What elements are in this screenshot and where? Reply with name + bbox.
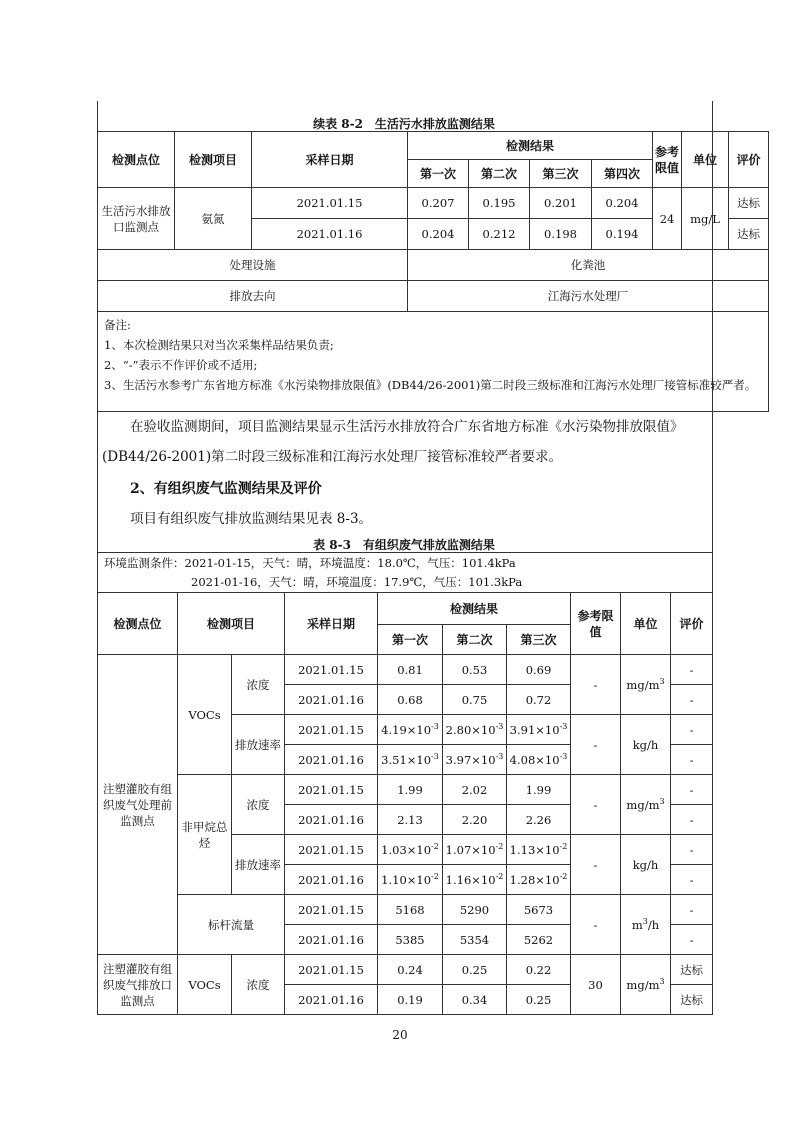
value-cell: 0.22 bbox=[507, 955, 571, 985]
hdr-run-4: 第四次 bbox=[592, 160, 653, 188]
value-cell: 0.198 bbox=[530, 219, 592, 250]
unit-text: mg/m bbox=[626, 677, 660, 692]
eval-cell: - bbox=[671, 805, 713, 835]
conc-label: 浓度 bbox=[232, 775, 285, 835]
sci-value-cell: $4.08\times 10^{-3}$ bbox=[507, 745, 571, 775]
date-cell: 2021.01.16 bbox=[285, 685, 378, 715]
point-cell: 生活污水排放口监测点 bbox=[98, 188, 175, 250]
unit-cell: $mg/m^3$ bbox=[621, 955, 671, 1015]
eval-cell: 达标 bbox=[729, 188, 769, 219]
value-cell: 0.34 bbox=[443, 985, 507, 1015]
sci-value-cell: $1.16\times 10^{-2}$ bbox=[443, 865, 507, 895]
date-cell: 2021.01.15 bbox=[285, 835, 378, 865]
eval-cell: - bbox=[671, 835, 713, 865]
hdr-item: 检测项目 bbox=[175, 132, 252, 188]
value-cell: 0.207 bbox=[408, 188, 469, 219]
eval-cell: 达标 bbox=[671, 955, 713, 985]
date-cell: 2021.01.15 bbox=[285, 715, 378, 745]
hdr-eval: 评价 bbox=[671, 593, 713, 655]
limit-cell: - bbox=[571, 835, 621, 895]
note-line: 3、生活污水参考广东省地方标准《水污染物排放限值》(DB44/26-2001)第二时段三级标准和江海污水处理厂接管标准较严者。 bbox=[104, 378, 757, 392]
value-cell: 0.68 bbox=[378, 685, 443, 715]
date-cell: 2021.01.16 bbox=[285, 745, 378, 775]
note-line: 备注: bbox=[104, 318, 131, 332]
unit-cell: kg/h bbox=[621, 835, 671, 895]
sci-value-cell: $4.19\times 10^{-3}$ bbox=[378, 715, 443, 745]
hdr-run-3: 第三次 bbox=[530, 160, 592, 188]
value-cell: 2.26 bbox=[507, 805, 571, 835]
value-cell: 0.24 bbox=[378, 955, 443, 985]
eval-cell: 达标 bbox=[671, 985, 713, 1015]
value-cell: 5290 bbox=[443, 895, 507, 925]
value-cell: 5262 bbox=[507, 925, 571, 955]
eval-cell: - bbox=[671, 715, 713, 745]
env-line-1: 环境监测条件：2021-01-15，天气：晴，环境温度：18.0℃，气压：101.4kPa bbox=[98, 553, 713, 573]
eval-cell: - bbox=[671, 925, 713, 955]
sci-value-cell: $1.10\times 10^{-2}$ bbox=[378, 865, 443, 895]
value-cell: 5385 bbox=[378, 925, 443, 955]
hdr-result: 检测结果 bbox=[378, 593, 571, 625]
hdr-point: 检测点位 bbox=[98, 593, 178, 655]
value-cell: 2.02 bbox=[443, 775, 507, 805]
date-cell: 2021.01.16 bbox=[252, 219, 408, 250]
hdr-eval: 评价 bbox=[729, 132, 769, 188]
page-number: 20 bbox=[392, 1028, 408, 1042]
sci-value-cell: $2.80\times 10^{-3}$ bbox=[443, 715, 507, 745]
value-cell: 0.19 bbox=[378, 985, 443, 1015]
value-cell: 0.195 bbox=[469, 188, 530, 219]
unit-cell: kg/h bbox=[621, 715, 671, 775]
hdr-date: 采样日期 bbox=[285, 593, 378, 655]
value-cell: 0.204 bbox=[408, 219, 469, 250]
value-cell: 0.75 bbox=[443, 685, 507, 715]
value-cell: 1.99 bbox=[378, 775, 443, 805]
paragraph-2: 项目有组织废气排放监测结果见表 8-3。 bbox=[130, 511, 373, 527]
value-cell: 0.81 bbox=[378, 655, 443, 685]
value-cell: 0.72 bbox=[507, 685, 571, 715]
exhaust-table bbox=[97, 552, 713, 1015]
sci-value-cell: $3.97\times 10^{-3}$ bbox=[443, 745, 507, 775]
eval-cell: 达标 bbox=[729, 219, 769, 250]
value-cell: 0.204 bbox=[592, 188, 653, 219]
eval-cell: - bbox=[671, 775, 713, 805]
sci-value-cell: $1.07\times 10^{-2}$ bbox=[443, 835, 507, 865]
limit-cell: - bbox=[571, 895, 621, 955]
date-cell: 2021.01.15 bbox=[285, 895, 378, 925]
table1-caption: 续表 8-2 生活污水排放监测结果 bbox=[313, 117, 495, 131]
value-cell: 0.25 bbox=[507, 985, 571, 1015]
hdr-result: 检测结果 bbox=[408, 132, 653, 160]
conc-label: 浓度 bbox=[232, 955, 285, 1015]
value-cell: 0.25 bbox=[443, 955, 507, 985]
limit-cell: - bbox=[571, 715, 621, 775]
point-out-cell: 注塑灌胶有组织废气排放口监测点 bbox=[98, 955, 178, 1015]
table2-caption: 表 8-3 有组织废气排放监测结果 bbox=[313, 538, 495, 552]
unit-cell: $m^3/h$ bbox=[621, 895, 671, 955]
discharge-label: 排放去向 bbox=[98, 281, 408, 312]
section-heading: 2、有组织废气监测结果及评价 bbox=[130, 481, 322, 497]
point-pre-cell: 注塑灌胶有组织废气处理前监测点 bbox=[98, 655, 178, 955]
sci-value-cell: $3.51\times 10^{-3}$ bbox=[378, 745, 443, 775]
date-cell: 2021.01.15 bbox=[285, 775, 378, 805]
hdr-limit: 参考限值 bbox=[571, 593, 621, 655]
nmhc-item: 非甲烷总烃 bbox=[178, 775, 232, 895]
conc-label: 浓度 bbox=[232, 655, 285, 715]
unit-cell: $mg/m^3$ bbox=[621, 775, 671, 835]
voc-item: VOCs bbox=[178, 955, 232, 1015]
value-cell: 5673 bbox=[507, 895, 571, 925]
date-cell: 2021.01.15 bbox=[285, 655, 378, 685]
unit-cell bbox=[621, 655, 671, 715]
wastewater-table bbox=[97, 131, 769, 412]
value-cell: 0.194 bbox=[592, 219, 653, 250]
facility-value: 化粪池 bbox=[408, 250, 769, 281]
item-cell: 氨氮 bbox=[175, 188, 252, 250]
unit-sup: 3 bbox=[659, 676, 665, 686]
eval-cell: - bbox=[671, 865, 713, 895]
limit-cell: 30 bbox=[571, 955, 621, 1015]
facility-label: 处理设施 bbox=[98, 250, 408, 281]
eval-cell: - bbox=[671, 655, 713, 685]
sci-value-cell: $1.03\times 10^{-2}$ bbox=[378, 835, 443, 865]
hdr-run-1: 第一次 bbox=[408, 160, 469, 188]
date-cell: 2021.01.16 bbox=[285, 985, 378, 1015]
value-cell: 2.20 bbox=[443, 805, 507, 835]
voc-item: VOCs bbox=[178, 655, 232, 775]
value-cell: 0.201 bbox=[530, 188, 592, 219]
hdr-run-3: 第三次 bbox=[507, 625, 571, 655]
value-cell: 5168 bbox=[378, 895, 443, 925]
date-cell: 2021.01.16 bbox=[285, 805, 378, 835]
value-cell: 0.69 bbox=[507, 655, 571, 685]
sci-value-cell: $1.28\times 10^{-2}$ bbox=[507, 865, 571, 895]
note-line: 2、“-”表示不作评价或不适用; bbox=[104, 358, 258, 372]
paragraph-1: 在验收监测期间，项目监测结果显示生活污水排放符合广东省地方标准《水污染物排放限值》(DB44/26-2001)第二时段三级标准和江海污水处理厂接管标准较严者要求。 bbox=[102, 419, 684, 465]
hdr-run-2: 第二次 bbox=[443, 625, 507, 655]
env-line-2: 2021-01-16，天气：晴，环境温度：17.9℃，气压：101.3kPa bbox=[98, 573, 713, 593]
eval-cell: - bbox=[671, 745, 713, 775]
value-cell: 5354 bbox=[443, 925, 507, 955]
date-cell: 2021.01.16 bbox=[285, 925, 378, 955]
notes-cell bbox=[98, 312, 769, 412]
value-cell: 2.13 bbox=[378, 805, 443, 835]
hdr-point: 检测点位 bbox=[98, 132, 175, 188]
date-cell: 2021.01.16 bbox=[285, 865, 378, 895]
hdr-item: 检测项目 bbox=[178, 593, 285, 655]
value-cell: 0.53 bbox=[443, 655, 507, 685]
date-cell: 2021.01.15 bbox=[252, 188, 408, 219]
hdr-limit: 参考限值 bbox=[653, 132, 682, 188]
sci-value-cell: $3.91\times 10^{-3}$ bbox=[507, 715, 571, 745]
hdr-run-2: 第二次 bbox=[469, 160, 530, 188]
date-cell: 2021.01.15 bbox=[285, 955, 378, 985]
hdr-date: 采样日期 bbox=[252, 132, 408, 188]
note-line: 1、本次检测结果只对当次采集样品结果负责; bbox=[104, 338, 334, 352]
unit-cell: mg/L bbox=[682, 188, 729, 250]
rate-label: 排放速率 bbox=[232, 835, 285, 895]
eval-cell: - bbox=[671, 685, 713, 715]
flow-label: 标杆流量 bbox=[178, 895, 285, 955]
value-cell: 0.212 bbox=[469, 219, 530, 250]
sci-value-cell: $1.13\times 10^{-2}$ bbox=[507, 835, 571, 865]
discharge-value: 江海污水处理厂 bbox=[408, 281, 769, 312]
eval-cell: - bbox=[671, 895, 713, 925]
limit-cell: - bbox=[571, 655, 621, 715]
hdr-unit: 单位 bbox=[682, 132, 729, 188]
limit-cell: - bbox=[571, 775, 621, 835]
value-cell: 1.99 bbox=[507, 775, 571, 805]
limit-cell: 24 bbox=[653, 188, 682, 250]
rate-label: 排放速率 bbox=[232, 715, 285, 775]
hdr-run-1: 第一次 bbox=[378, 625, 443, 655]
hdr-unit: 单位 bbox=[621, 593, 671, 655]
